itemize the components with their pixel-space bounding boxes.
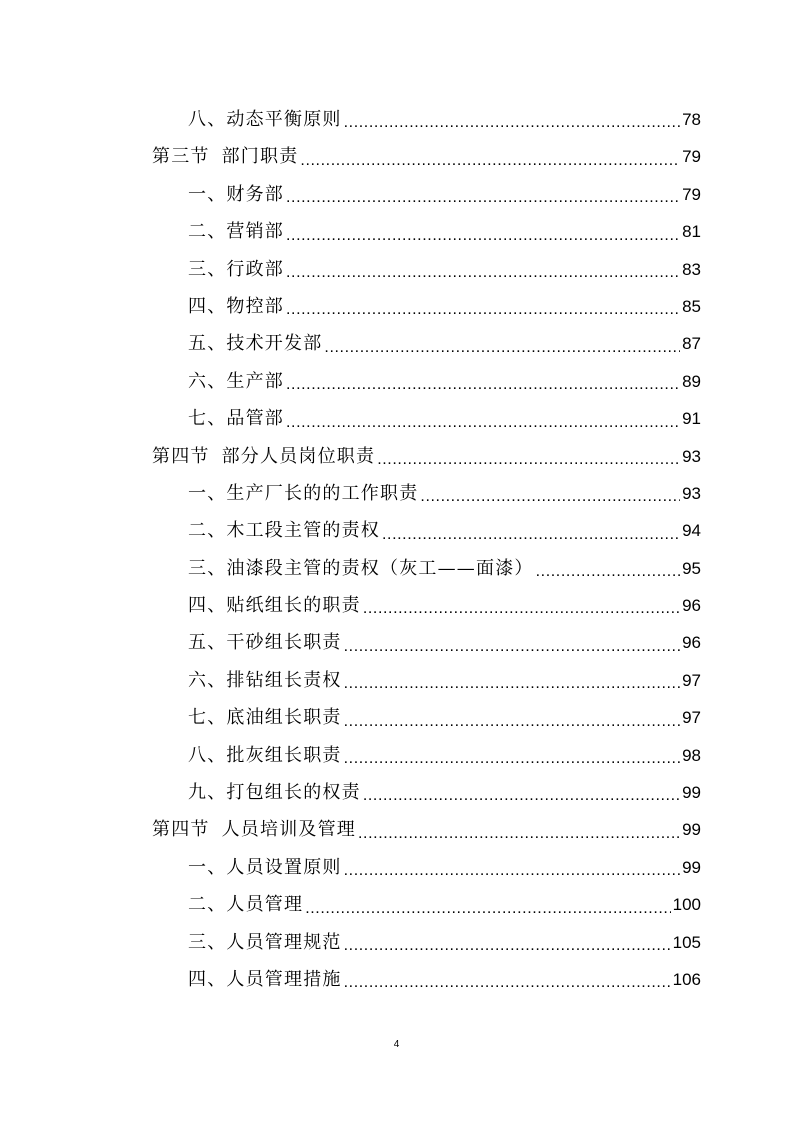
toc-leader-dots xyxy=(344,662,680,699)
toc-entry-page: 91 xyxy=(682,409,701,429)
toc-entry-title: 六、生产部 xyxy=(188,370,284,392)
toc-leader-dots xyxy=(300,138,680,175)
toc-section-name: 部门职责 xyxy=(221,146,299,168)
toc-entry-title: 二、人员管理 xyxy=(188,894,304,916)
toc-leader-dots xyxy=(344,699,680,736)
toc-entry[interactable] xyxy=(152,213,701,250)
toc-entry-page: 106 xyxy=(672,969,701,989)
toc-entry-title: 四、贴纸组长的职责 xyxy=(188,595,361,617)
toc-entry-title: 八、动态平衡原则 xyxy=(188,108,342,130)
toc-entry-page: 93 xyxy=(682,483,701,503)
toc-entry[interactable] xyxy=(152,699,701,736)
toc-entry[interactable] xyxy=(152,101,701,138)
toc-entry[interactable] xyxy=(152,737,701,774)
toc-entry-title: 一、人员设置原则 xyxy=(188,856,342,878)
toc-entry-title: 五、干砂组长职责 xyxy=(188,632,342,654)
toc-leader-dots xyxy=(536,550,680,587)
toc-section-entry[interactable] xyxy=(152,438,701,475)
toc-entry-page: 96 xyxy=(682,596,701,616)
toc-leader-dots xyxy=(286,213,680,250)
toc-entry[interactable] xyxy=(152,251,701,288)
toc-entry-page: 99 xyxy=(682,857,701,877)
toc-entry-page: 97 xyxy=(682,670,701,690)
toc-leader-dots xyxy=(344,101,680,138)
toc-leader-dots xyxy=(363,774,680,811)
toc-entry-page: 78 xyxy=(682,109,701,129)
toc-section-number: 第四节 xyxy=(152,445,210,467)
toc-entry-title: 三、行政部 xyxy=(188,258,284,280)
toc-leader-dots xyxy=(286,363,680,400)
toc-entry-page: 89 xyxy=(682,371,701,391)
toc-section-name: 人员培训及管理 xyxy=(221,819,357,841)
toc-section-entry[interactable] xyxy=(152,811,701,848)
page-number: 4 xyxy=(393,1039,400,1050)
toc-entry[interactable] xyxy=(152,624,701,661)
toc-entry[interactable] xyxy=(152,400,701,437)
toc-leader-dots xyxy=(382,512,680,549)
toc-leader-dots xyxy=(286,176,680,213)
toc-leader-dots xyxy=(324,325,680,362)
toc-entry[interactable] xyxy=(152,961,701,998)
toc-entry-page: 94 xyxy=(682,521,701,541)
toc-entry-title: 七、品管部 xyxy=(188,408,284,430)
toc-entry-page: 105 xyxy=(672,932,701,952)
toc-entry-page: 81 xyxy=(682,222,701,242)
toc-entry[interactable] xyxy=(152,475,701,512)
toc-section-name: 部分人员岗位职责 xyxy=(221,445,376,467)
toc-entry-title: 二、木工段主管的责权 xyxy=(188,520,380,542)
toc-entry-page: 83 xyxy=(682,259,701,279)
toc-leader-dots xyxy=(377,438,680,475)
toc-leader-dots xyxy=(344,737,680,774)
toc-entry[interactable] xyxy=(152,587,701,624)
toc-entry-title: 五、技术开发部 xyxy=(188,333,323,355)
toc-entry-title: 一、生产厂长的的工作职责 xyxy=(188,482,419,504)
toc-entry-title: 六、排钻组长责权 xyxy=(188,669,342,691)
toc-leader-dots xyxy=(344,849,680,886)
toc-leader-dots xyxy=(358,811,680,848)
toc-entry-title: 一、财务部 xyxy=(188,183,284,205)
toc-entry[interactable] xyxy=(152,550,701,587)
toc-leader-dots xyxy=(344,961,671,998)
toc-section-title xyxy=(152,438,375,475)
toc-entry[interactable] xyxy=(152,176,701,213)
toc-entry[interactable] xyxy=(152,288,701,325)
toc-section-title xyxy=(152,138,298,175)
toc-entry[interactable] xyxy=(152,363,701,400)
toc-entry-title: 三、油漆段主管的责权（灰工——面漆） xyxy=(188,557,534,579)
toc-leader-dots xyxy=(420,475,680,512)
toc-entry-page: 85 xyxy=(682,296,701,316)
toc-entry-page: 100 xyxy=(672,895,701,915)
toc-entry-page: 79 xyxy=(682,147,701,167)
toc-section-number: 第三节 xyxy=(152,146,210,168)
toc-entry[interactable] xyxy=(152,849,701,886)
toc-entry[interactable] xyxy=(152,662,701,699)
toc-leader-dots xyxy=(286,400,680,437)
toc-entry-title: 四、人员管理措施 xyxy=(188,968,342,990)
toc-section-title xyxy=(152,811,356,848)
toc-leader-dots xyxy=(363,587,680,624)
toc-entry-title: 七、底油组长职责 xyxy=(188,707,342,729)
toc-entry-title: 四、物控部 xyxy=(188,295,284,317)
toc-leader-dots xyxy=(286,288,680,325)
toc-entry-title: 三、人员管理规范 xyxy=(188,931,342,953)
toc-entry-page: 95 xyxy=(682,558,701,578)
toc-entry-page: 98 xyxy=(682,745,701,765)
toc-leader-dots xyxy=(344,624,680,661)
toc-entry[interactable] xyxy=(152,325,701,362)
toc-entry-page: 79 xyxy=(682,184,701,204)
toc-entry-page: 96 xyxy=(682,633,701,653)
toc-entry-page: 97 xyxy=(682,708,701,728)
toc-leader-dots xyxy=(344,924,671,961)
toc-entry-page: 99 xyxy=(682,783,701,803)
toc-entry-title: 九、打包组长的权责 xyxy=(188,782,361,804)
toc-entry-title: 二、营销部 xyxy=(188,221,284,243)
toc-entry[interactable] xyxy=(152,886,701,923)
toc-entry-title: 八、批灰组长职责 xyxy=(188,744,342,766)
toc-entry[interactable] xyxy=(152,924,701,961)
toc-entry-page: 99 xyxy=(682,820,701,840)
toc-entry-page: 87 xyxy=(682,334,701,354)
table-of-contents xyxy=(152,101,701,998)
toc-leader-dots xyxy=(286,251,680,288)
toc-section-entry[interactable] xyxy=(152,138,701,175)
toc-entry-page: 93 xyxy=(682,446,701,466)
toc-section-number: 第四节 xyxy=(152,819,210,841)
toc-entry[interactable] xyxy=(152,774,701,811)
toc-entry[interactable] xyxy=(152,512,701,549)
toc-leader-dots xyxy=(305,886,670,923)
